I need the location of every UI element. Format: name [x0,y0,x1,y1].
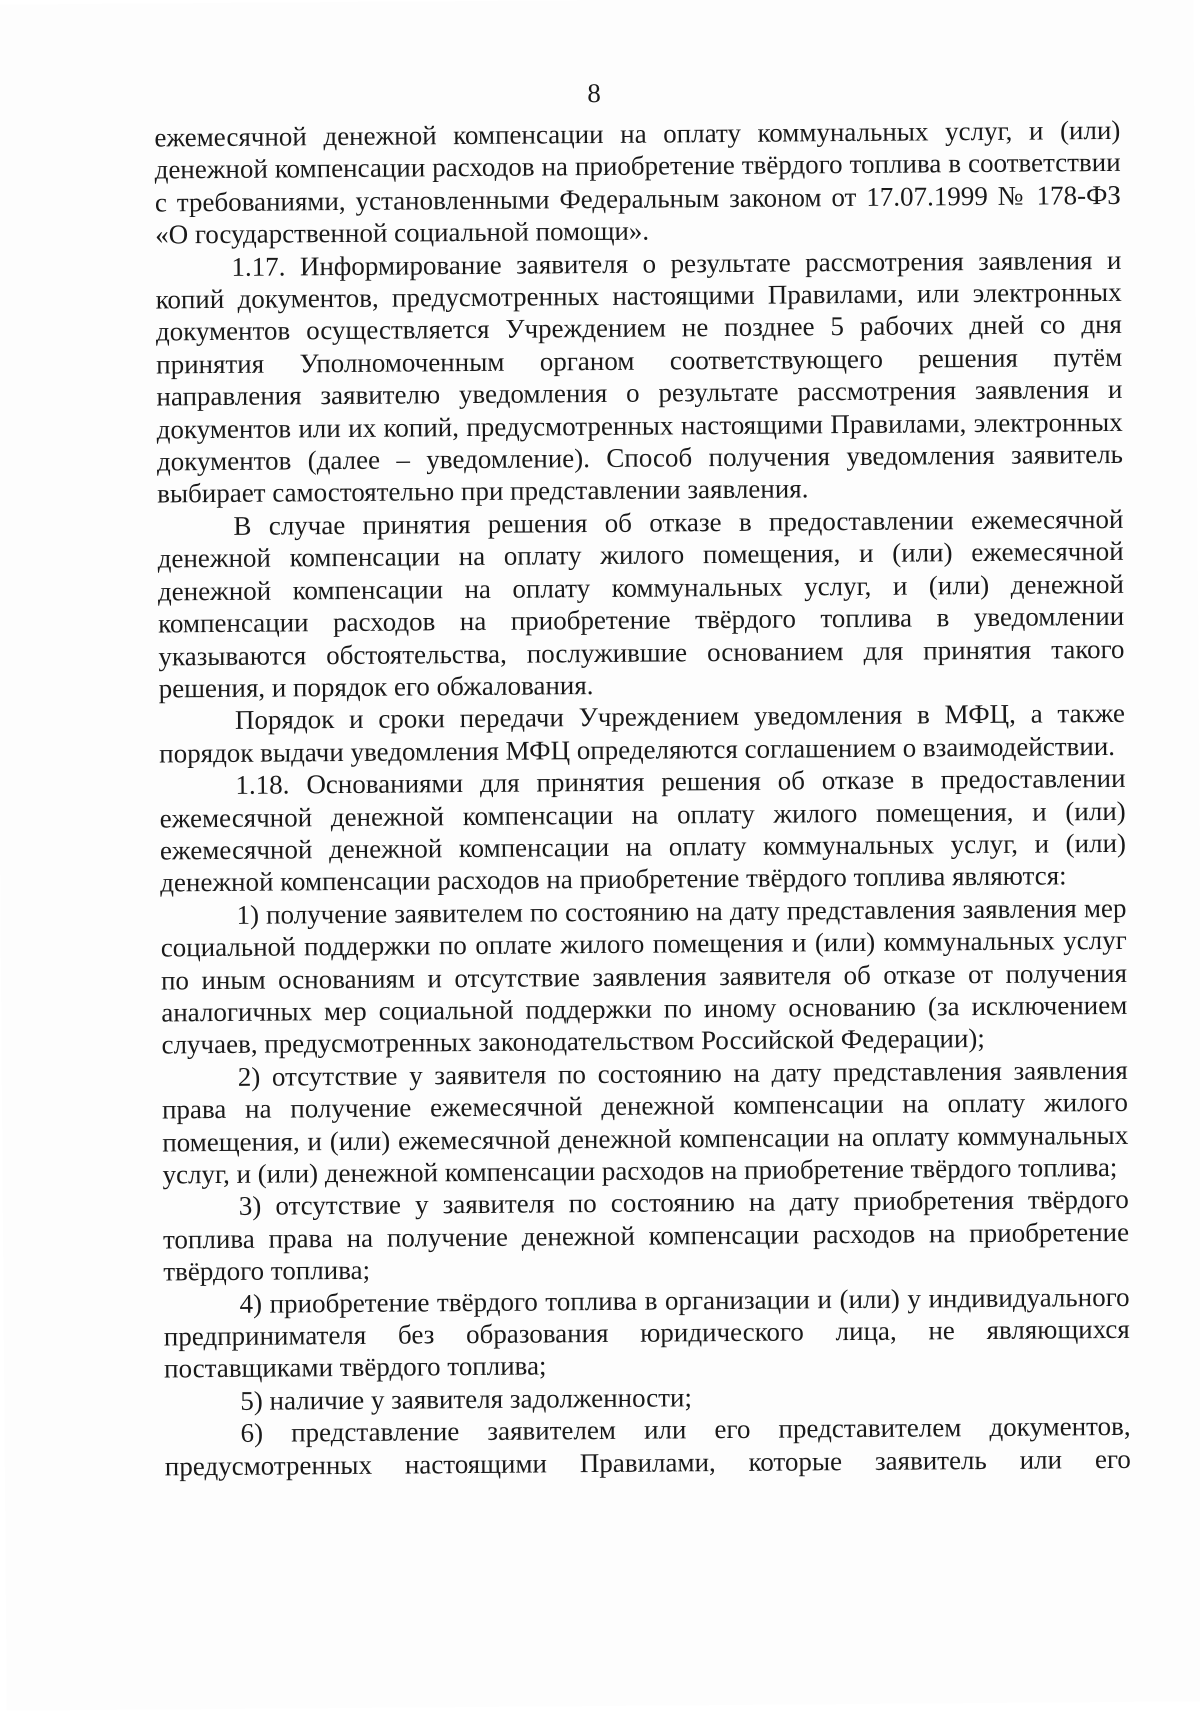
list-item-1: 1) получение заявителем по состоянию на дату представления заявления мер социальной поддержки по оплате жилого помещения и (или) коммунальных услуг по иным основаниям и отсутствие заявления заявителя об отказе от получения аналогичных мер социальной поддержки по иному основанию (за исключением случаев, предусмотренных законодательством Российской Федерации); [160,892,1128,1060]
paragraph-clause-1-18: 1.18. Основаниями для принятия решения об отказе в предоставлении ежемесячной денежной компенсации на оплату жилого помещения, и (или) ежемесячной денежной компенсации на оплату коммунальных услуг, и (или) денежной компенсации расходов на приобретение твёрдого топлива являются: [159,762,1127,898]
page-number: 8 [587,77,601,109]
paragraph-refusal-notice: В случае принятия решения об отказе в предоставлении ежемесячной денежной компенсации на оплату жилого помещения, и (или) ежемесячной денежной компенсации на оплату коммунальных услуг, и (или) денежной компенсации расходов на приобретение твёрдого топлива в уведомлении указываются обстоятельства, послужившие основанием для принятия такого решения, и порядок его обжалования. [157,503,1125,704]
document-body [154,114,1131,1483]
list-item-5: 5) наличие у заявителя задолженности; [240,1382,693,1416]
paragraph-mfc-procedure: Порядок и сроки передачи Учреждением уведомления в МФЦ, а также порядок выдачи уведомления МФЦ определяются соглашением о взаимодействии. [159,698,1126,769]
list-item-3: 3) отсутствие у заявителя по состоянию на дату приобретения твёрдого топлива права на получение денежной компенсации расходов на приобретение твёрдого топлива; [162,1184,1130,1287]
paragraph-clause-1-17: 1.17. Информирование заявителя о результате рассмотрения заявления и копий документов, предусмотренных настоящими Правилами, или электронных документов осуществляется Учреждением не позднее 5 рабочих дней со дня принятия Уполномоченным органом соответствующего решения путём направления заявителю уведомления о результате рассмотрения заявления и документов или их копий, предусмотренных настоящими Правилами, электронных документов (далее – уведомление). Способ получения уведомления заявитель выбирает самостоятельно при представлении заявления. [155,244,1124,509]
paragraph-continuation: ежемесячной денежной компенсации на оплату коммунальных услуг, и (или) денежной компенсации расходов на приобретение твёрдого топлива в соответствии с требованиями, установленными Федеральным законом от 17.07.1999 № 178-ФЗ «О государственной социальной помощи». [154,114,1121,250]
list-item-4: 4) приобретение твёрдого топлива в организации и (или) у индивидуального предпринимателя без образования юридического лица, не являющихся поставщиками твёрдого топлива; [163,1281,1130,1384]
list-item-2: 2) отсутствие у заявителя по состоянию на дату представления заявления права на получение ежемесячной денежной компенсации на оплату жилого помещения, и (или) ежемесячной денежной компенсации на оплату коммунальных услуг, и (или) денежной компенсации расходов на приобретение твёрдого топлива; [161,1054,1129,1190]
list-item-6: 6) представление заявителем или его представителем документов, предусмотренных настоящими Правилами, которые заявитель или его [164,1411,1131,1482]
